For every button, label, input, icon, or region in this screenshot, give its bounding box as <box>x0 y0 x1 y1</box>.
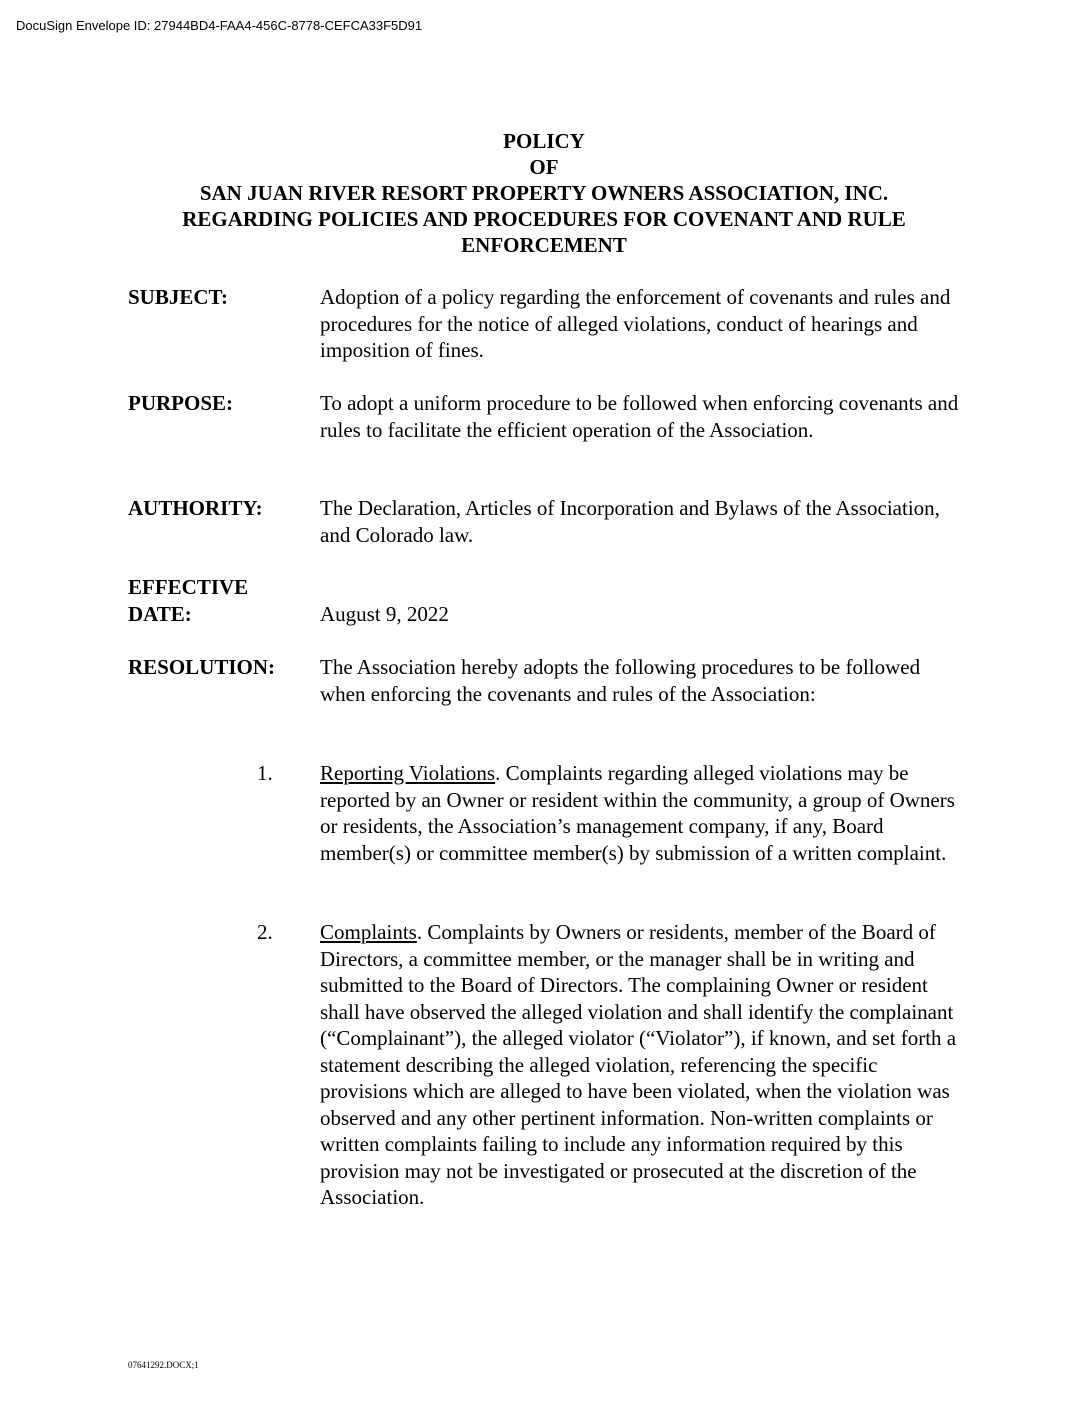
subject-text: Adoption of a policy regarding the enforcement of covenants and rules and procedures for the notice of alleged violations, conduct of hearings and imposition of fines. <box>320 285 951 362</box>
document-footer-id: 07641292.DOCX;1 <box>128 1360 199 1370</box>
resolution-label: RESOLUTION: <box>128 655 276 679</box>
subject-label: SUBJECT: <box>128 285 228 309</box>
title-line-1: POLICY <box>503 129 585 153</box>
list-item <box>128 760 968 866</box>
effective-date-label <box>128 574 308 627</box>
resolution-section <box>128 654 968 707</box>
subject-section <box>128 284 968 364</box>
title-line-4: REGARDING POLICIES AND PROCEDURES FOR COVENANT AND RULE <box>182 207 906 231</box>
authority-text: The Declaration, Articles of Incorporation and Bylaws of the Association, and Colorado law. <box>320 496 940 547</box>
envelope-id: DocuSign Envelope ID: 27944BD4-FAA4-456C-8778-CEFCA33F5D91 <box>16 18 423 33</box>
item-body: . Complaints by Owners or residents, member of the Board of Directors, a committee member, or the manager shall be in writing and submitted to the Board of Directors. The complaining Owner or resident shall have observed the alleged violation and shall identify the complainant (“Complainant”), the alleged violator (“Violator”), if known, and set forth a statement describing the alleged violation, referencing the specific provisions which are alleged to have been violated, when the violation was observed and any other pertinent information. Non-written complaints or written complaints failing to include any information required by this provision may not be investigated or prosecuted at the discretion of the Association. <box>320 920 957 1209</box>
effective-label-line-2: DATE: <box>128 601 192 626</box>
item-text <box>320 760 968 866</box>
purpose-text: To adopt a uniform procedure to be followed when enforcing covenants and rules to facilitate the efficient operation of the Association. <box>320 391 959 442</box>
item-heading: Complaints <box>320 920 417 944</box>
document-title <box>0 128 1088 258</box>
purpose-label: PURPOSE: <box>128 391 233 415</box>
resolution-text: The Association hereby adopts the following procedures to be followed when enforcing the covenants and rules of the Association: <box>320 655 921 706</box>
item-body: . Complaints regarding alleged violations may be reported by an Owner or resident within the community, a group of Owners or residents, the Association’s management company, if any, Board member(s) or committee member(s) by submission of a written complaint. <box>320 761 955 865</box>
effective-date-section <box>128 574 968 627</box>
authority-section <box>128 495 968 548</box>
title-line-2: OF <box>529 155 559 179</box>
list-item <box>128 919 968 1211</box>
title-line-3: SAN JUAN RIVER RESORT PROPERTY OWNERS ASSOCIATION, INC. <box>199 181 889 205</box>
effective-label-line-1: EFFECTIVE <box>128 575 249 599</box>
item-heading: Reporting Violations <box>320 761 496 785</box>
title-line-5: ENFORCEMENT <box>461 233 627 257</box>
item-text <box>320 919 968 1211</box>
item-number: 1. <box>257 761 273 785</box>
item-number: 2. <box>257 920 273 944</box>
authority-label: AUTHORITY: <box>128 496 263 520</box>
effective-date-text: August 9, 2022 <box>320 601 449 626</box>
purpose-section <box>128 390 968 443</box>
